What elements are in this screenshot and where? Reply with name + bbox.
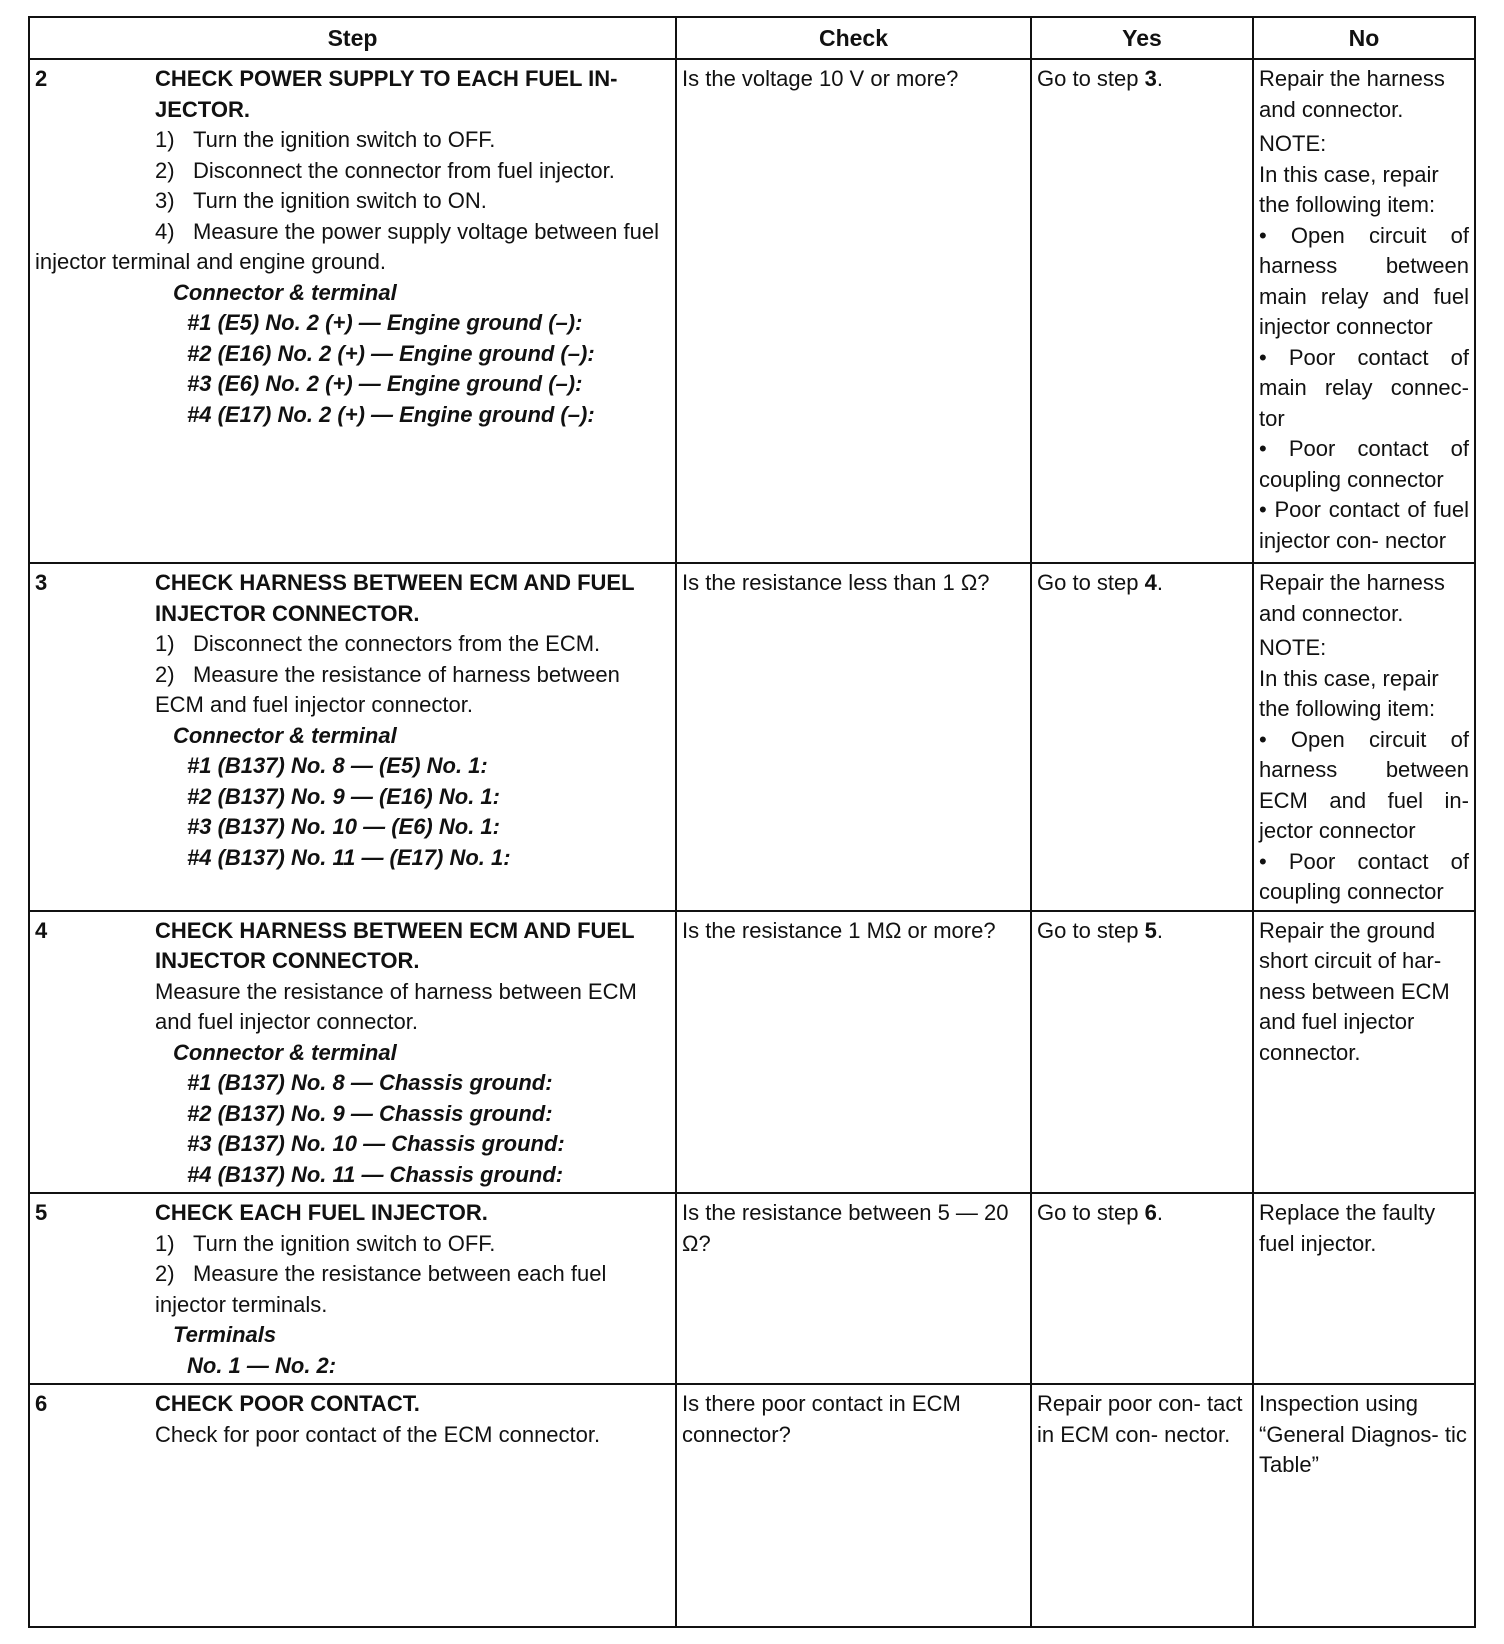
yes-cell bbox=[1031, 1384, 1253, 1627]
yes-cell bbox=[1031, 59, 1253, 563]
spec-title: Connector & terminal bbox=[173, 1039, 397, 1065]
step-number: 4 bbox=[35, 917, 48, 943]
note-bullet: • Open circuit of harness between ECM and fuel in- jector connector bbox=[1259, 726, 1469, 843]
header-no: No bbox=[1253, 17, 1475, 59]
instruction: 2) Disconnect the connector from fuel injector. bbox=[155, 157, 615, 183]
table-row bbox=[29, 1384, 1475, 1627]
note-bullet: • Poor contact of coupling connector bbox=[1259, 848, 1469, 904]
check-cell bbox=[676, 59, 1031, 563]
instruction: Check for poor contact of the ECM connector. bbox=[155, 1421, 601, 1447]
note-label: NOTE: bbox=[1259, 131, 1327, 156]
instruction: 1) Turn the ignition switch to OFF. bbox=[155, 127, 496, 152]
step-title: CHECK POOR CONTACT. bbox=[155, 1391, 420, 1416]
check-cell bbox=[676, 563, 1031, 911]
note-label: NOTE: bbox=[1259, 635, 1327, 660]
table-row bbox=[29, 1193, 1475, 1384]
check-cell bbox=[676, 1384, 1031, 1627]
note-text: In this case, repair the following item: bbox=[1259, 665, 1439, 721]
no-cell bbox=[1253, 1384, 1475, 1627]
spec-line: #3 (B137) No. 10 — Chassis ground: bbox=[187, 1131, 565, 1156]
spec-line: #3 (E6) No. 2 (+) — Engine ground (–): bbox=[187, 371, 583, 396]
yes-cell bbox=[1031, 1193, 1253, 1384]
no-answer: Replace the faulty fuel injector. bbox=[1259, 1200, 1436, 1256]
table-row bbox=[29, 911, 1475, 1194]
spec-line: #4 (B137) No. 11 — (E17) No. 1: bbox=[187, 844, 511, 870]
yes-answer: Go to step 4. bbox=[1037, 570, 1163, 595]
step-cell bbox=[29, 59, 676, 563]
step-number: 2 bbox=[35, 66, 48, 91]
note-bullet: • Poor contact of coupling connector bbox=[1259, 436, 1469, 492]
spec-line: #4 (B137) No. 11 — Chassis ground: bbox=[187, 1161, 564, 1187]
no-answer: Repair the ground short circuit of har- ness between ECM and fuel injector connector. bbox=[1259, 917, 1450, 1065]
yes-answer: Go to step 3. bbox=[1037, 66, 1163, 91]
no-cell bbox=[1253, 1193, 1475, 1384]
step-cell bbox=[29, 1193, 676, 1384]
spec-line: #1 (E5) No. 2 (+) — Engine ground (–): bbox=[187, 310, 583, 335]
check-question: Is the voltage 10 V or more? bbox=[682, 66, 959, 91]
check-question: Is there poor contact in ECM connector? bbox=[682, 1391, 961, 1447]
instruction: 2) Measure the resistance between each fuel injector terminals. bbox=[155, 1261, 607, 1317]
check-question: Is the resistance less than 1 Ω? bbox=[682, 570, 990, 595]
diagnostic-table bbox=[28, 16, 1476, 1628]
no-answer: Repair the harness and connector. bbox=[1259, 66, 1445, 122]
check-question: Is the resistance 1 MΩ or more? bbox=[682, 917, 996, 943]
instruction: 3) Turn the ignition switch to ON. bbox=[155, 188, 487, 213]
step-number: 3 bbox=[35, 570, 48, 595]
spec-line: #1 (B137) No. 8 — Chassis ground: bbox=[187, 1070, 553, 1095]
spec-title: Connector & terminal bbox=[173, 722, 397, 748]
yes-answer: Repair poor con- tact in ECM con- nector. bbox=[1037, 1391, 1243, 1447]
header-step: Step bbox=[29, 17, 676, 59]
no-cell bbox=[1253, 59, 1475, 563]
no-cell bbox=[1253, 911, 1475, 1194]
spec-line: #4 (E17) No. 2 (+) — Engine ground (–): bbox=[187, 401, 595, 427]
table-row bbox=[29, 563, 1475, 911]
header-row bbox=[29, 17, 1475, 59]
step-number: 6 bbox=[35, 1391, 48, 1416]
note-bullet: • Poor contact of fuel injector con- nector bbox=[1259, 497, 1469, 553]
spec-title: Connector & terminal bbox=[173, 279, 397, 305]
step-title: CHECK HARNESS BETWEEN ECM AND FUEL INJECTOR CONNECTOR. bbox=[155, 917, 635, 973]
step-title: CHECK HARNESS BETWEEN ECM AND FUEL INJECTOR CONNECTOR. bbox=[155, 570, 635, 626]
yes-cell bbox=[1031, 911, 1253, 1194]
check-cell bbox=[676, 1193, 1031, 1384]
no-answer: Inspection using “General Diagnos- tic Table” bbox=[1259, 1391, 1467, 1477]
note-bullet: • Poor contact of main relay connec- tor bbox=[1259, 344, 1469, 431]
step-title: CHECK POWER SUPPLY TO EACH FUEL IN- JECTOR. bbox=[155, 66, 618, 122]
spec-line: #2 (B137) No. 9 — Chassis ground: bbox=[187, 1100, 553, 1126]
spec-line: #1 (B137) No. 8 — (E5) No. 1: bbox=[187, 753, 488, 778]
header-check: Check bbox=[676, 17, 1031, 59]
no-cell bbox=[1253, 563, 1475, 911]
instruction: 1) Turn the ignition switch to OFF. bbox=[155, 1230, 496, 1256]
step-cell bbox=[29, 1384, 676, 1627]
note-bullet: • Open circuit of harness between main relay and fuel injector connector bbox=[1259, 222, 1469, 339]
note-text: In this case, repair the following item: bbox=[1259, 161, 1439, 217]
step-number: 5 bbox=[35, 1200, 48, 1225]
instruction: 1) Disconnect the connectors from the ECM. bbox=[155, 631, 601, 656]
check-cell bbox=[676, 911, 1031, 1194]
yes-answer: Go to step 5. bbox=[1037, 917, 1163, 943]
check-question: Is the resistance between 5 — 20 Ω? bbox=[682, 1200, 1009, 1256]
instruction: Measure the resistance of harness between ECM and fuel injector connector. bbox=[155, 978, 637, 1034]
step-cell bbox=[29, 563, 676, 911]
no-answer: Repair the harness and connector. bbox=[1259, 570, 1445, 626]
yes-cell bbox=[1031, 563, 1253, 911]
step-cell bbox=[29, 911, 676, 1194]
spec-line: No. 1 — No. 2: bbox=[187, 1352, 337, 1378]
header-yes: Yes bbox=[1031, 17, 1253, 59]
spec-line: #3 (B137) No. 10 — (E6) No. 1: bbox=[187, 814, 500, 839]
step-title: CHECK EACH FUEL INJECTOR. bbox=[155, 1200, 488, 1225]
spec-line: #2 (B137) No. 9 — (E16) No. 1: bbox=[187, 783, 500, 809]
spec-line: #2 (E16) No. 2 (+) — Engine ground (–): bbox=[187, 340, 595, 366]
instruction: 4) Measure the power supply voltage between fuel injector terminal and engine ground. bbox=[35, 218, 659, 274]
yes-answer: Go to step 6. bbox=[1037, 1200, 1163, 1225]
table-row bbox=[29, 59, 1475, 563]
spec-title: Terminals bbox=[173, 1322, 277, 1347]
instruction: 2) Measure the resistance of harness between ECM and fuel injector connector. bbox=[155, 661, 620, 717]
